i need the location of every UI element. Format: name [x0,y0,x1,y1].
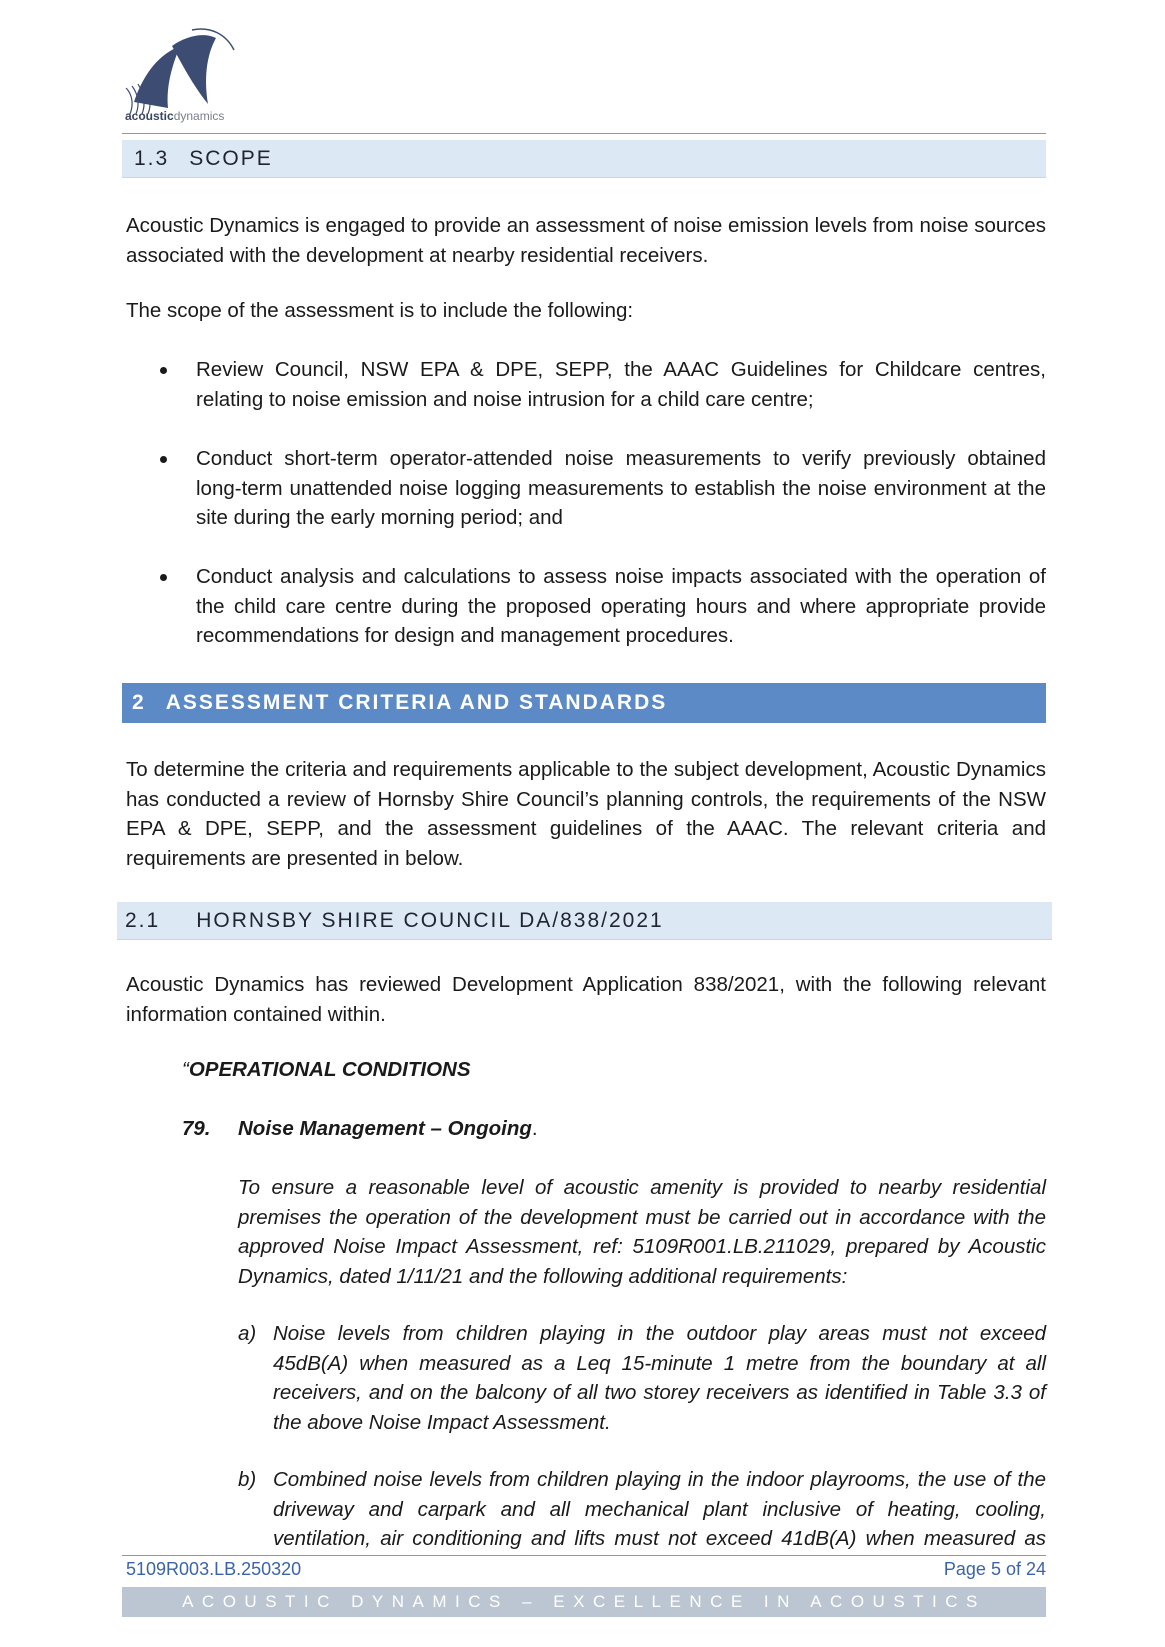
scope-bullet-2: Conduct short-term operator-attended noise measurements to verify previously obtained long-term unattended noise logging measurements to establish the noise environment at the site during the early morning period; and [196,447,1046,529]
scope-bullet-1: Review Council, NSW EPA & DPE, SEPP, the AAAC Guidelines for Childcare centres, relating to noise emission and noise intrusion for a child care centre; [196,358,1046,411]
section-heading-2: 2 ASSESSMENT CRITERIA AND STANDARDS [122,683,1046,723]
scope-bullet-3: Conduct analysis and calculations to assess noise impacts associated with the operation of the child care centre during the proposed operating hours and where appropriate provide recommendations for design and management procedures. [196,565,1046,647]
scope-intro-paragraph: Acoustic Dynamics is engaged to provide an assessment of noise emission levels from noise sources associated with the development at nearby residential receivers. [126,214,1046,267]
da-review-paragraph: Acoustic Dynamics has reviewed Development Application 838/2021, with the following relevant information contained within. [126,973,1046,1026]
section-heading-1-3: 1.3 SCOPE [122,140,1046,178]
item-label-b: b) [238,1468,257,1491]
item-text-b: Combined noise levels from children playing in the indoor playrooms, the use of the driveway and carpark and all mechanical plant inclusive of heating, cooling, ventilation, air conditioning and lifts must not exceed 41dB(A) when measured as [273,1468,1046,1550]
bullet-dot [160,456,167,463]
logo-wordmark: acousticdynamics [125,109,225,123]
footer-tagline: ACOUSTIC DYNAMICS – EXCELLENCE IN ACOUSTICS [122,1587,1046,1617]
bullet-dot [160,574,167,581]
section-heading-2-1: 2.1 HORNSBY SHIRE COUNCIL DA/838/2021 [117,902,1052,940]
operational-conditions-heading: “OPERATIONAL CONDITIONS [182,1058,471,1081]
item-label-a: a) [238,1322,257,1345]
footer-rule [122,1555,1046,1556]
criteria-intro-paragraph: To determine the criteria and requirements applicable to the subject development, Acoustic Dynamics has conducted a review of Hornsby Shire Council’s planning controls, the requirements of the NSW EPA & DPE, SEPP, and the assessment guidelines of the AAAC. The relevant criteria and requirements are presented in below. [126,758,1046,870]
report-reference: 5109R003.LB.250320 [126,1559,302,1579]
header-rule [122,133,1046,134]
bullet-dot [160,367,167,374]
item-text-a: Noise levels from children playing in the outdoor play areas must not exceed 45dB(A) when measured as a Leq 15-minute 1 metre from the boundary at all receivers, and on the balcony of all two storey receivers as identified in Table 3.3 of the above Noise Impact Assessment. [273,1322,1046,1434]
page-number: Page 5 of 24 [943,1559,1046,1579]
condition-title: Noise Management – Ongoing. [238,1117,538,1140]
condition-number: 79. [182,1117,211,1140]
scope-list-intro: The scope of the assessment is to include the following: [126,299,634,322]
condition-text: To ensure a reasonable level of acoustic amenity is provided to nearby residential premises the operation of the development must be carried out in accordance with the approved Noise Impact Assessment, ref: 5109R001.LB.211029, prepared by Acoustic Dynamics, dated 1/11/21 and the following additional requirements: [238,1176,1046,1288]
